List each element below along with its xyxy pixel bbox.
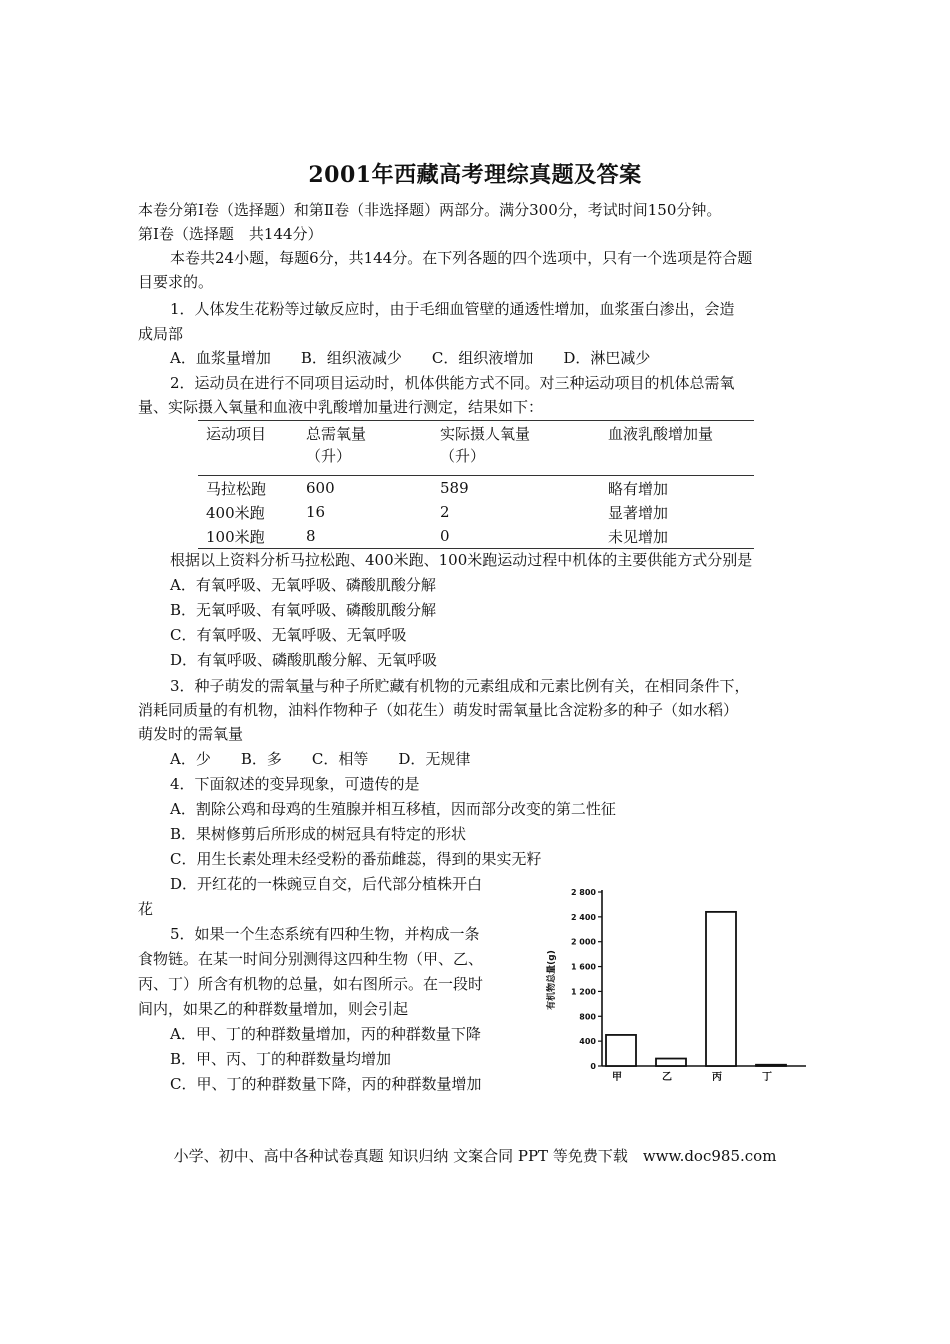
q5-stem-cont3: 间内，如果乙的种群数量增加，则会引起 — [138, 1000, 409, 1018]
x-tick-label: 甲 — [612, 1072, 622, 1083]
q3-stem-cont2: 萌发时的需氧量 — [138, 725, 244, 743]
y-tick-label: 1 600 — [570, 962, 596, 972]
q2-stem: 2．运动员在进行不同项目运动时，机体供能方式不同。对三种运动项目的机体总需氧 — [170, 374, 735, 392]
q5-option-a: A．甲、丁的种群数量增加，丙的种群数量下降 — [170, 1025, 481, 1043]
y-tick-label: 1 200 — [570, 987, 596, 997]
table-header-cell: 运动项目 — [198, 421, 298, 476]
q2-option-b: B．无氧呼吸、有氧呼吸、磷酸肌酸分解 — [170, 601, 437, 619]
q2-option-a: A．有氧呼吸、无氧呼吸、磷酸肌酸分解 — [170, 576, 436, 594]
q2-option-c: C．有氧呼吸、无氧呼吸、无氧呼吸 — [170, 626, 407, 644]
y-axis-label: 有机物总量(g) — [547, 950, 557, 1010]
x-tick-label: 乙 — [662, 1072, 672, 1083]
q5-option-c: C．甲、丁的种群数量下降，丙的种群数量增加 — [170, 1075, 482, 1093]
table-row — [198, 500, 754, 524]
table-cell: 16 — [306, 503, 326, 521]
table-cell: 略有增加 — [608, 479, 669, 498]
table-cell: 600 — [306, 479, 335, 497]
q5-option-b: B．甲、丙、丁的种群数量均增加 — [170, 1050, 392, 1068]
q4-option-a: A．割除公鸡和母鸡的生殖腺并相互移植，因而部分改变的第二性征 — [170, 800, 616, 818]
table-header-cell: 血液乳酸增加量 — [600, 421, 754, 476]
oxygen-data-table — [198, 420, 754, 549]
table-cell: 显著增加 — [608, 503, 669, 522]
bar — [706, 912, 736, 1066]
y-tick-label: 0 — [590, 1062, 596, 1071]
q2-question: 根据以上资料分析马拉松跑、400米跑、100米跑运动过程中机体的主要供能方式分别是 — [170, 551, 753, 569]
page-title: 2001年西藏高考理综真题及答案 — [308, 162, 642, 188]
table-header-cell: 总需氧量 （升） — [298, 421, 432, 476]
y-tick-label: 2 000 — [570, 937, 596, 947]
bar — [656, 1059, 686, 1066]
q4-option-d-cont: 花 — [138, 900, 154, 918]
page-footer: 小学、初中、高中各种试卷真题 知识归纳 文案合同 PPT 等免费下载 www.doc985.com — [173, 1147, 777, 1165]
table-cell: 400米跑 — [206, 503, 265, 522]
intro-instructions-cont: 目要求的。 — [138, 273, 214, 291]
y-tick-label: 400 — [579, 1037, 596, 1047]
q3-options: A．少 B．多 C．相等 D．无规律 — [170, 750, 471, 768]
table-cell: 0 — [432, 524, 600, 549]
intro-line: 本卷分第Ⅰ卷（选择题）和第Ⅱ卷（非选择题）两部分。满分300分，考试时间150分钟。 — [138, 201, 722, 219]
bar — [756, 1065, 786, 1066]
table-cell: 100米跑 — [198, 524, 298, 549]
q1-options: A．血浆量增加 B．组织液减少 C．组织液增加 D．淋巴减少 — [170, 349, 651, 367]
table-header-cell: 实际摄人氧量 （升） — [432, 421, 600, 476]
table-cell: 8 — [298, 524, 432, 549]
q4-stem: 4．下面叙述的变异现象，可遗传的是 — [170, 775, 420, 793]
bar — [606, 1035, 636, 1066]
table-row — [198, 476, 754, 501]
q3-stem: 3．种子萌发的需氧量与种子所贮藏有机物的元素组成和元素比例有关，在相同条件下， — [170, 677, 750, 695]
q5-stem-cont2: 丙、丁）所含有机物的总量，如右图所示。在一段时 — [138, 975, 484, 993]
q1-stem: 1．人体发生花粉等过敏反应时，由于毛细血管壁的通透性增加，血浆蛋白渗出，会造 — [170, 300, 735, 318]
y-tick-label: 2 400 — [570, 912, 596, 922]
section-heading: 第Ⅰ卷（选择题 共144分） — [138, 225, 323, 243]
q1-stem-cont: 成局部 — [138, 325, 184, 343]
q4-option-b: B．果树修剪后所形成的树冠具有特定的形状 — [170, 825, 467, 843]
table-cell: 未见增加 — [600, 524, 754, 549]
y-tick-label: 800 — [579, 1012, 596, 1022]
organic-matter-bar-chart — [542, 880, 812, 1100]
table-header-row — [198, 421, 754, 476]
q2-option-d: D．有氧呼吸、磷酸肌酸分解、无氧呼吸 — [170, 651, 438, 669]
table-cell: 马拉松跑 — [206, 479, 267, 498]
q4-option-c: C．用生长素处理未经受粉的番茄雌蕊，得到的果实无籽 — [170, 850, 542, 868]
q5-stem-cont: 食物链。在某一时间分别测得这四种生物（甲、乙、 — [138, 950, 484, 968]
table-cell: 2 — [440, 503, 450, 521]
table-cell: 589 — [440, 479, 469, 497]
x-tick-label: 丙 — [712, 1072, 722, 1083]
q3-stem-cont: 消耗同质量的有机物，油料作物种子（如花生）萌发时需氧量比含淀粉多的种子（如水稻） — [138, 701, 739, 719]
q2-stem-cont: 量、实际摄入氧量和血液中乳酸增加量进行测定，结果如下： — [138, 398, 544, 416]
intro-instructions: 本卷共24小题，每题6分，共144分。在下列各题的四个选项中，只有一个选项是符合题 — [170, 249, 753, 267]
q5-stem: 5．如果一个生态系统有四种生物，并构成一条 — [170, 925, 480, 943]
y-tick-label: 2 800 — [570, 888, 596, 897]
q4-option-d: D．开红花的一株豌豆自交，后代部分植株开白 — [170, 875, 483, 893]
x-tick-label: 丁 — [762, 1072, 772, 1083]
table-row — [198, 524, 754, 549]
